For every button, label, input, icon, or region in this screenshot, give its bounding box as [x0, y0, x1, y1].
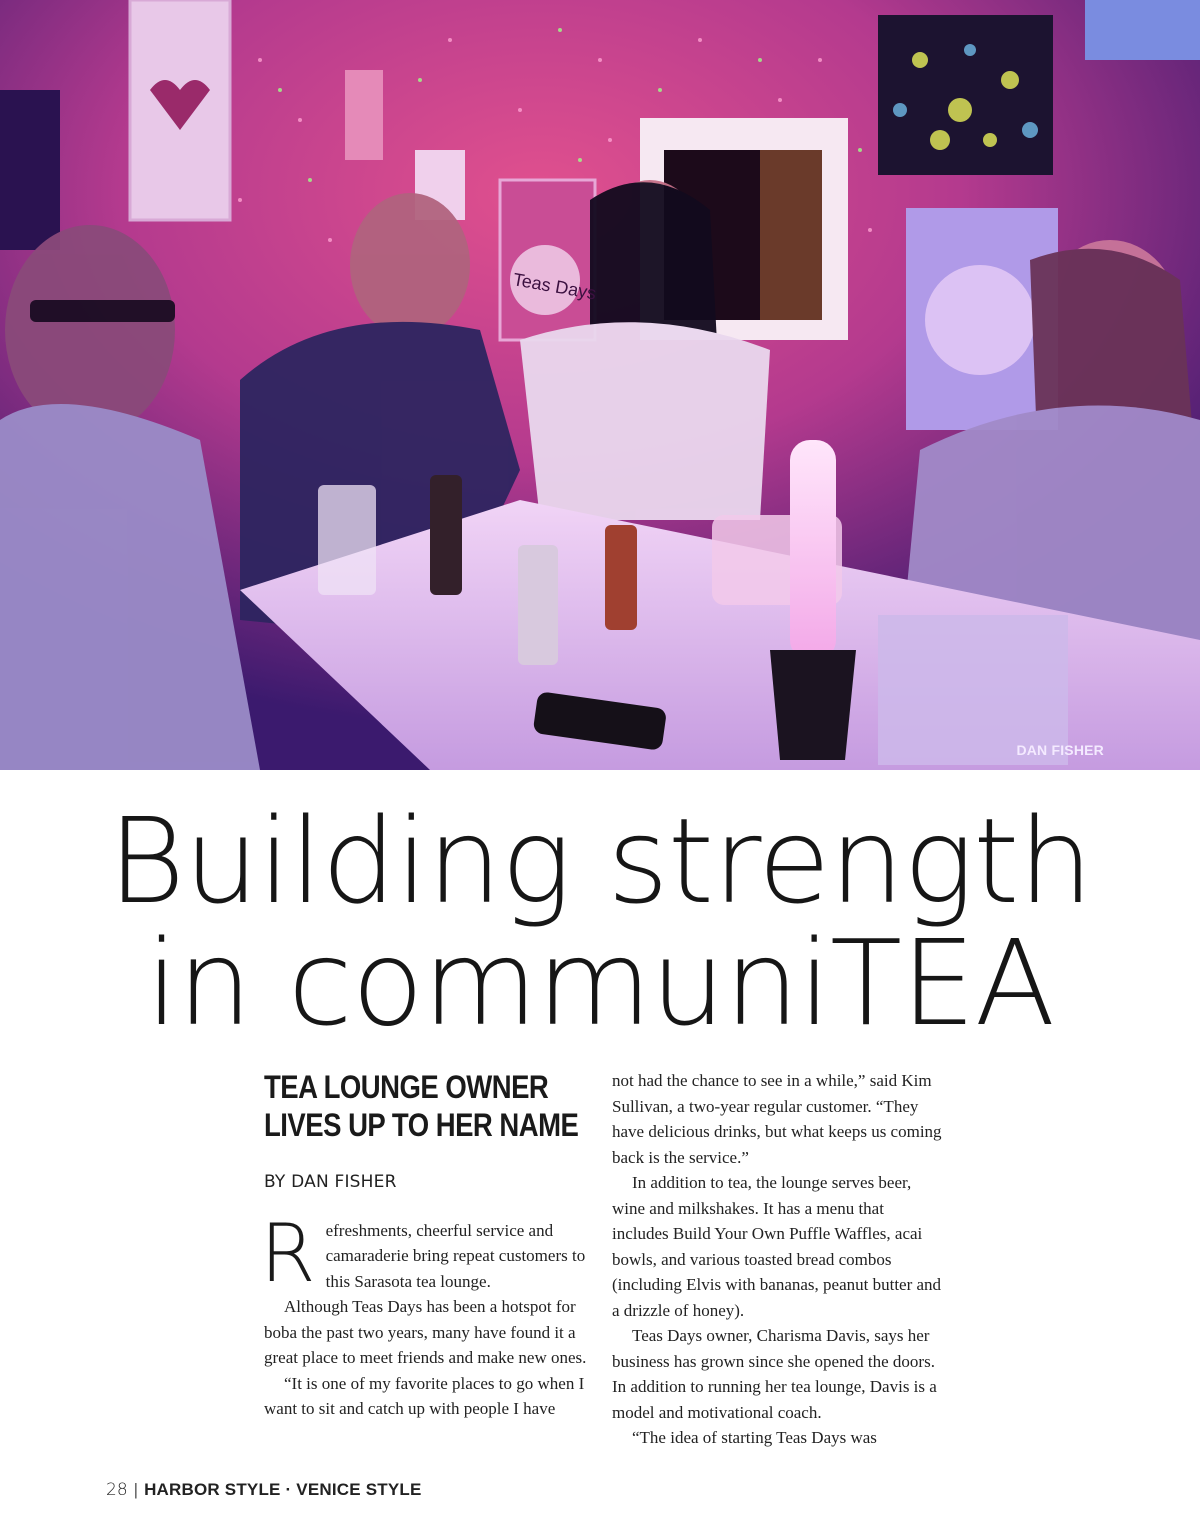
paragraph-2: Although Teas Days has been a hotspot for boba the past two years, many have found it a great place to meet friends and make new ones.: [264, 1297, 587, 1367]
paragraph-1-text: efreshments, cheerful service and camaraderie bring repeat customers to this Sarasota tea lounge.: [325, 1220, 586, 1291]
paragraph-5: In addition to tea, the lounge serves beer, wine and milkshakes. It has a menu that includes Build Your Own Puffle Waffles, acai bowls, and various toasted bread combos (including Elvis with bananas, peanut butter and a drizzle of honey).: [612, 1173, 942, 1320]
headline-line-1: Building strength: [107, 792, 1093, 930]
publication-name: HARBOR STYLE · VENICE STYLE: [144, 1480, 422, 1499]
byline: BY DAN FISHER: [264, 1172, 397, 1192]
drop-cap: R: [260, 1206, 316, 1300]
paragraph-6: Teas Days owner, Charisma Davis, says her business has grown since she opened the doors. In addition to running her tea lounge, Davis is a model and motivational coach.: [612, 1326, 937, 1422]
folio-separator: |: [133, 1480, 139, 1499]
headline: [0, 792, 1200, 1052]
headline-line-2: in communiTEA: [145, 914, 1055, 1052]
article-column-1: [260, 1068, 590, 1422]
deck: TEA LOUNGE OWNER LIVES UP TO HER NAME: [264, 1069, 579, 1143]
paragraph-7: “The idea of starting Teas Days was: [632, 1428, 877, 1447]
wall-sign-text: Teas Days: [511, 269, 598, 304]
paragraph-3: “It is one of my favorite places to go when I want to sit and catch up with people I have: [264, 1373, 585, 1418]
photo-credit: DAN FISHER: [1016, 742, 1104, 758]
page-number: 28: [106, 1480, 128, 1500]
article-column-2: [612, 1068, 942, 1451]
paragraph-4: not had the chance to see in a while,” said Kim Sullivan, a two-year regular customer. “They have delicious drinks, but what keeps us coming back is the service.”: [612, 1071, 942, 1167]
page-footer: [106, 1480, 422, 1500]
paragraph-1: [260, 1206, 590, 1300]
